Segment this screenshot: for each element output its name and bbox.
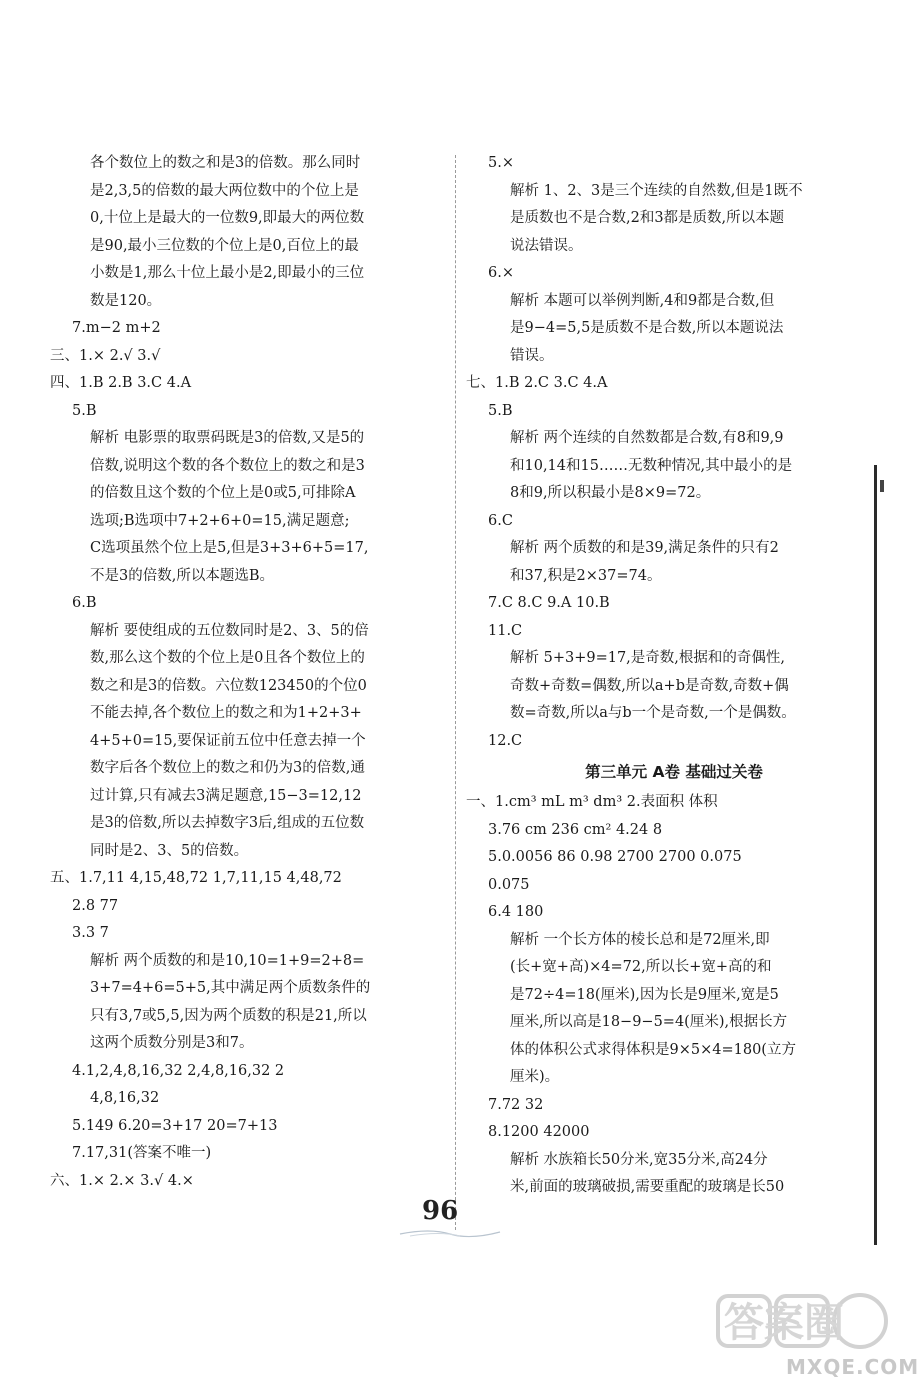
answer-line: C选项虽然个位上是5,但是3+3+6+5=17, xyxy=(90,540,369,556)
answer-line: 三、1.× 2.√ 3.√ xyxy=(50,347,161,364)
answer-line: 5.× xyxy=(488,155,514,171)
answer-line: 4.1,2,4,8,16,32 2,4,8,16,32 2 xyxy=(72,1062,285,1079)
answer-line: 厘米,所以高是18−9−5=4(厘米),根据长方 xyxy=(510,1014,788,1030)
answer-line: 8和9,所以积最小是8×9=72。 xyxy=(510,485,711,501)
answer-line: 是2,3,5的倍数的最大两位数中的个位上是 xyxy=(90,182,359,199)
answer-line: 5.0.0056 86 0.98 2700 2700 0.075 xyxy=(488,849,742,865)
answer-line: 是质数也不是合数,2和3都是质数,所以本题 xyxy=(510,210,785,226)
answer-line: 6.× xyxy=(488,265,514,281)
answer-line: 同时是2、3、5的倍数。 xyxy=(90,842,249,859)
answer-line: 解析 两个质数的和是10,10=1+9=2+8= xyxy=(90,952,365,969)
answer-line: 解析 要使组成的五位数同时是2、3、5的倍 xyxy=(90,622,369,639)
section-title: 第三单元 A卷 基础过关卷 xyxy=(585,763,763,781)
answer-line: 5.B xyxy=(488,402,513,419)
answer-line: 的倍数且这个数的个位上是0或5,可排除A xyxy=(90,485,356,501)
answer-line: 数字后各个数位上的数之和仍为3的倍数,通 xyxy=(90,760,365,776)
answer-line: 倍数,说明这个数的各个数位上的数之和是3 xyxy=(90,457,365,474)
answer-line: 7.m−2 m+2 xyxy=(72,320,161,336)
answer-line: 0,十位上是最大的一位数9,即最大的两位数 xyxy=(90,210,365,226)
answer-line: 错误。 xyxy=(510,347,554,364)
answer-line: 一、1.cm³ mL m³ dm³ 2.表面积 体积 xyxy=(466,794,718,810)
answer-line: 解析 两个质数的和是39,满足条件的只有2 xyxy=(510,540,779,556)
left-column xyxy=(50,150,440,1195)
answer-line: 5.149 6.20=3+17 20=7+13 xyxy=(72,1117,278,1134)
answer-line: 数是120。 xyxy=(90,292,162,309)
answer-line: 4,8,16,32 xyxy=(90,1090,160,1106)
answer-line: 不是3的倍数,所以本题选B。 xyxy=(90,567,274,584)
answer-line: 7.C 8.C 9.A 10.B xyxy=(488,595,610,611)
answer-line: 8.1200 42000 xyxy=(488,1124,590,1140)
answer-line: 4+5+0=15,要保证前五位中任意去掉一个 xyxy=(90,732,366,749)
answer-line: 6.4 180 xyxy=(488,904,544,920)
answer-line: 解析 1、2、3是三个连续的自然数,但是1既不 xyxy=(510,182,803,199)
answer-line: 3.3 7 xyxy=(72,925,109,941)
answer-line: 解析 5+3+9=17,是奇数,根据和的奇偶性, xyxy=(510,650,786,666)
answer-line: 数,那么这个数的个位上是0且各个数位上的 xyxy=(90,650,365,666)
answer-line: 七、1.B 2.C 3.C 4.A xyxy=(466,375,608,391)
watermark-glyphs: 答案圈 xyxy=(724,1300,844,1346)
answer-line: 6.B xyxy=(72,595,97,611)
answer-line: 五、1.7,11 4,15,48,72 1,7,11,15 4,48,72 xyxy=(50,870,342,886)
column-divider xyxy=(455,155,456,1230)
answer-line: 解析 一个长方体的棱长总和是72厘米,即 xyxy=(510,931,770,948)
answer-line: 这两个质数分别是3和7。 xyxy=(90,1035,254,1051)
answer-line: 选项;B选项中7+2+6+0=15,满足题意; xyxy=(90,512,350,529)
watermark-logo xyxy=(716,1290,896,1354)
answer-line: 体的体积公式求得体积是9×5×4=180(立方 xyxy=(510,1041,796,1058)
answer-line: 厘米)。 xyxy=(510,1069,560,1085)
answer-line: 六、1.× 2.× 3.√ 4.× xyxy=(50,1172,194,1189)
answer-line: 3.76 cm 236 cm² 4.24 8 xyxy=(488,821,663,838)
answer-line: 数=奇数,所以a与b一个是奇数,一个是偶数。 xyxy=(510,705,796,721)
right-answers-bottom xyxy=(466,789,860,1202)
answer-line: (长+宽+高)×4=72,所以长+宽+高的和 xyxy=(510,959,772,975)
answer-line: 是72÷4=18(厘米),因为长是9厘米,宽是5 xyxy=(510,986,779,1003)
answer-line: 奇数+奇数=偶数,所以a+b是奇数,奇数+偶 xyxy=(510,677,789,694)
right-answers-top xyxy=(466,150,860,755)
answer-line: 是9−4=5,5是质数不是合数,所以本题说法 xyxy=(510,320,784,336)
answer-line: 过计算,只有减去3满足题意,15−3=12,12 xyxy=(90,787,362,804)
answer-line: 小数是1,那么十位上最小是2,即最小的三位 xyxy=(90,265,365,281)
binding-edge-line xyxy=(874,465,877,1245)
answer-line: 是3的倍数,所以去掉数字3后,组成的五位数 xyxy=(90,815,365,831)
answer-line: 解析 两个连续的自然数都是合数,有8和9,9 xyxy=(510,430,784,446)
answer-line: 和10,14和15……无数种情况,其中最小的是 xyxy=(510,457,793,474)
answer-line: 四、1.B 2.B 3.C 4.A xyxy=(50,375,192,391)
answer-line: 7.72 32 xyxy=(488,1096,544,1113)
answer-line: 3+7=4+6=5+5,其中满足两个质数条件的 xyxy=(90,980,371,996)
answer-line: 0.075 xyxy=(488,876,530,893)
binding-edge-tick xyxy=(880,480,884,492)
watermark-text: MXQE.COM xyxy=(786,1355,919,1379)
page-number: 96 xyxy=(422,1196,459,1226)
answer-line: 12.C xyxy=(488,732,523,749)
answer-line: 数之和是3的倍数。六位数123450的个位0 xyxy=(90,677,367,694)
answer-line: 只有3,7或5,5,因为两个质数的积是21,所以 xyxy=(90,1007,367,1024)
answer-line: 5.B xyxy=(72,402,97,419)
answer-line: 7.17,31(答案不唯一) xyxy=(72,1145,212,1161)
answer-line: 解析 水族箱长50分米,宽35分米,高24分 xyxy=(510,1151,768,1168)
answer-line: 解析 电影票的取票码既是3的倍数,又是5的 xyxy=(90,430,365,446)
answer-line: 6.C xyxy=(488,512,513,529)
answer-line: 米,前面的玻璃破损,需要重配的玻璃是长50 xyxy=(510,1179,785,1195)
page-ornament-icon xyxy=(390,1226,510,1240)
right-column xyxy=(466,150,860,1202)
answer-line: 解析 本题可以举例判断,4和9都是合数,但 xyxy=(510,292,775,309)
answer-line: 各个数位上的数之和是3的倍数。那么同时 xyxy=(90,155,361,171)
answer-line: 和37,积是2×37=74。 xyxy=(510,567,662,584)
answer-line: 不能去掉,各个数位上的数之和为1+2+3+ xyxy=(90,705,362,721)
answer-line: 11.C xyxy=(488,622,523,639)
answer-line: 2.8 77 xyxy=(72,897,119,914)
answer-line: 说法错误。 xyxy=(510,237,583,254)
answer-line: 是90,最小三位数的个位上是0,百位上的最 xyxy=(90,237,359,254)
